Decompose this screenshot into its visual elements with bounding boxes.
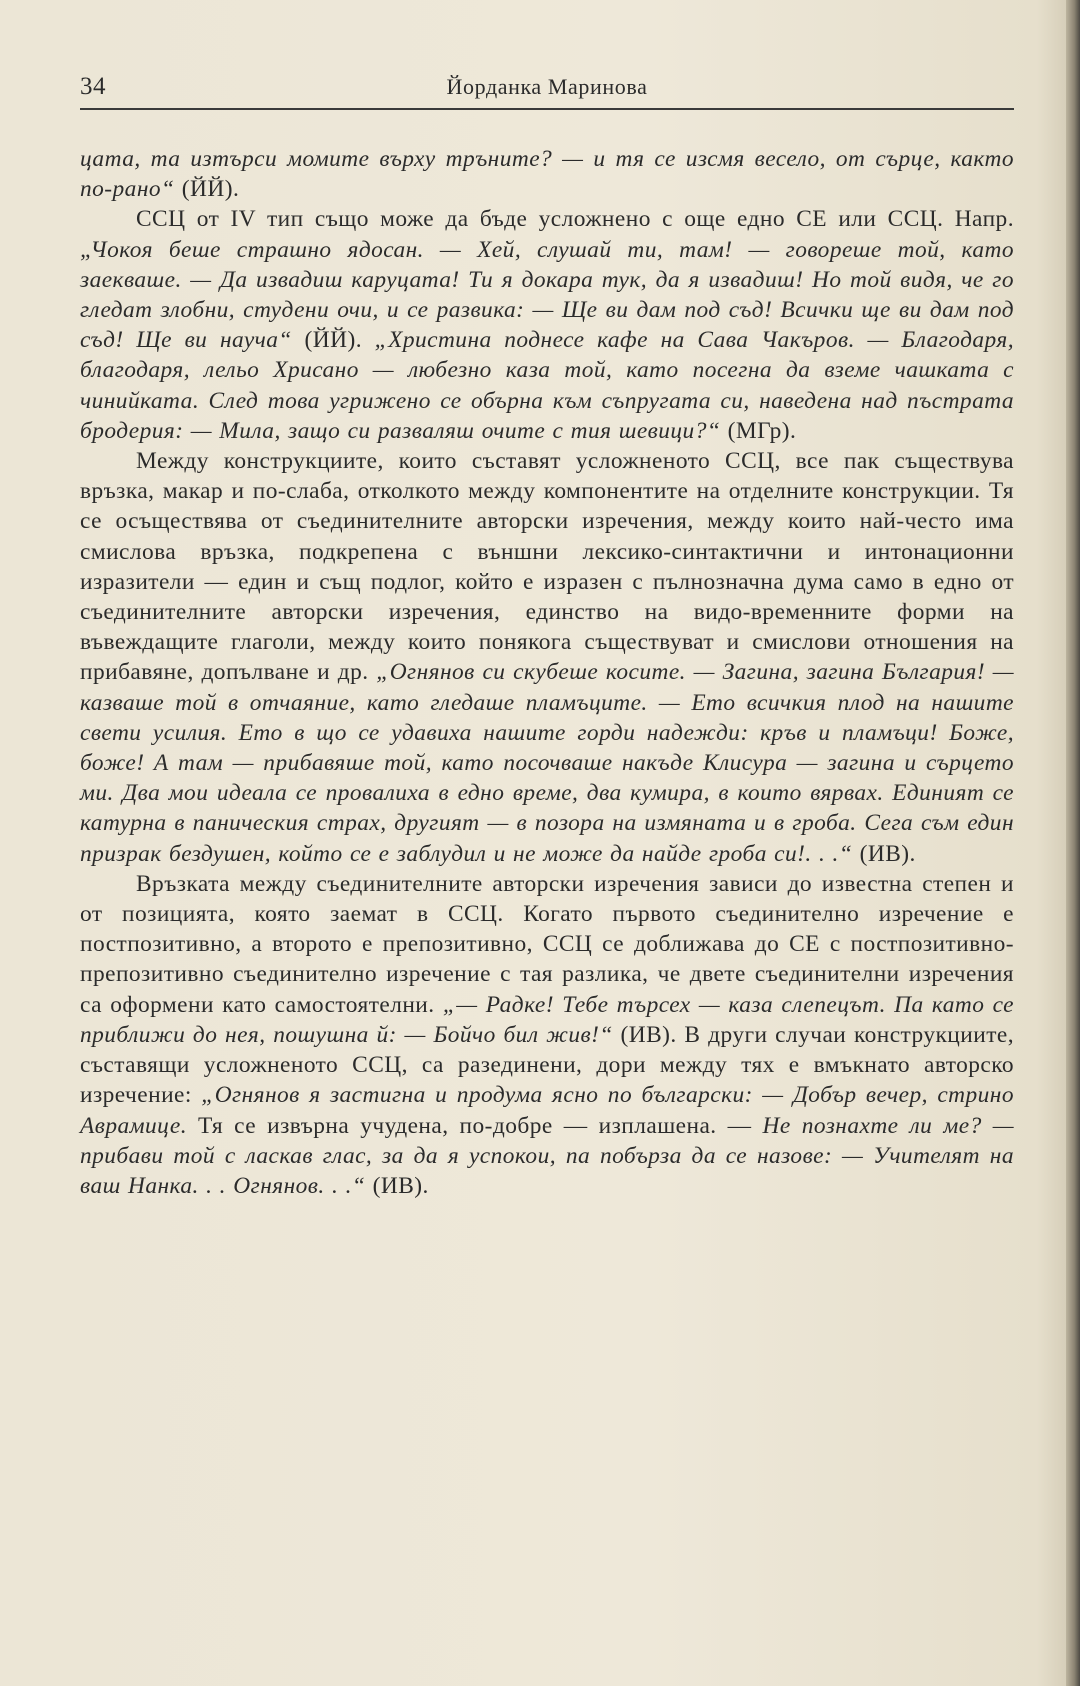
text-segment: Между конструкциите, които съставят усложненото ССЦ, все пак съществува връзка, макар и по-слаба, отколкото между компонентите на отделните конструкции. Тя се осъществява от съединителните авторски изречения, между които най-често има смислова връзка, подкрепена с външни лексико-синтактични и интонационни изразители — един и същ подлог, който е изразен с пълнозначна дума само в едно от съединителните авторски изречения, единство на видо-временните форми на въвеждащите глаголи, между които понякога съществуват и смислови отношения на прибавяне, допълване и др.	[80, 448, 1014, 686]
text-segment: ССЦ от IV тип също може да бъде усложнено с още едно СЕ или ССЦ. Напр.	[136, 206, 1014, 233]
paragraph	[80, 144, 1014, 204]
text-segment: (ИВ). В други случаи конструкциите, съставящи усложненото ССЦ, са разединени, дори между тях е вмъкнато авторско изречение:	[80, 1021, 1015, 1109]
text-segment: Тя се извърна учудена, по-добре — изплашена. —	[187, 1112, 763, 1139]
body-text	[80, 144, 1014, 1201]
running-head-author: Йорданка Маринова	[446, 74, 648, 99]
quoted-example: „Чокоя беше страшно ядосан. — Хей, слушай ти, там! — говореше той, като заекваше. — Да извадиш каруцата! Ти я докара тук, да я извадиш! Но той видя, че го гледат злобни, студени очи, и се развика: — Ще ви дам под съд! Всички ще ви дам под съд! Ще ви науча“	[80, 236, 1014, 354]
header-rule	[80, 108, 1014, 110]
quoted-example: „Огнянов я застигна и продума ясно по български: — Добър вечер, стрино Аврамице.	[80, 1082, 1014, 1139]
text-segment: Връзката между съединителните авторски изречения зависи до известна степен и от позицията, която заемат в ССЦ. Когато първото съединително изречение е постпозитивно, а второто е препозитивно, ССЦ се доближава до СЕ с постпозитивно-препозитивно съединително изречение с тая разлика, че двете съединителни изречения са оформени като самостоятелни.	[80, 870, 1014, 1018]
paragraph	[80, 204, 1014, 446]
text-segment: (МГр).	[720, 417, 797, 444]
page-number: 34	[80, 73, 106, 100]
page-header	[80, 70, 1014, 110]
text-segment: (ИВ).	[365, 1172, 429, 1199]
text-segment: (ЙЙ).	[291, 327, 375, 354]
book-spine-shadow	[1066, 0, 1080, 1686]
quoted-example: цата, та изтърси момите върху тръните? — и тя се изсмя весело, от сърце, както по-рано“	[80, 146, 1014, 203]
text-segment: (ИВ).	[852, 840, 916, 867]
text-segment: (ЙЙ).	[174, 176, 240, 203]
quoted-example: „— Радке! Тебе търсех — каза слепецът. Па като се приближи до нея, пошушна й: — Бойчо бил жив!“	[80, 991, 1014, 1048]
quoted-example: „Христина поднесе кафе на Сава Чакъров. — Благодаря, благодаря, лельо Хрисано — любезно каза той, като посегна да вземе чашката с чинийката. След това угрижено се обърна към съпругата си, наведена над пъстрата бродерия: — Мила, защо си разваляш очите с тия шевици?“	[80, 327, 1015, 444]
quoted-example: „Огнянов си скубеше косите. — Загина, загина България! — казваше той в отчаяние, като гледаше пламъците. — Ето всичкия плод на нашите свети усилия. Ето в що се удавиха нашите горди надежди: кръв и пламъци! Боже, боже! А там — прибавяше той, като посочваше накъде Клисура — загина и сърцето ми. Два мои идеала се провалиха в едно време, два кумира, в които вярвах. Единият се катурна в паническия страх, другият — в позора на измяната и в гроба. Сега съм един призрак бездушен, който се е заблудил и не може да найде гроба си!. . .“	[80, 659, 1015, 867]
paragraph	[80, 869, 1014, 1201]
quoted-example: Не познахте ли ме? — прибави той с ласкав глас, за да я успокои, па побърза да се назове: — Учителят на ваш Нанка. . . Огнянов. . .“	[80, 1112, 1014, 1199]
paragraph	[80, 446, 1014, 869]
